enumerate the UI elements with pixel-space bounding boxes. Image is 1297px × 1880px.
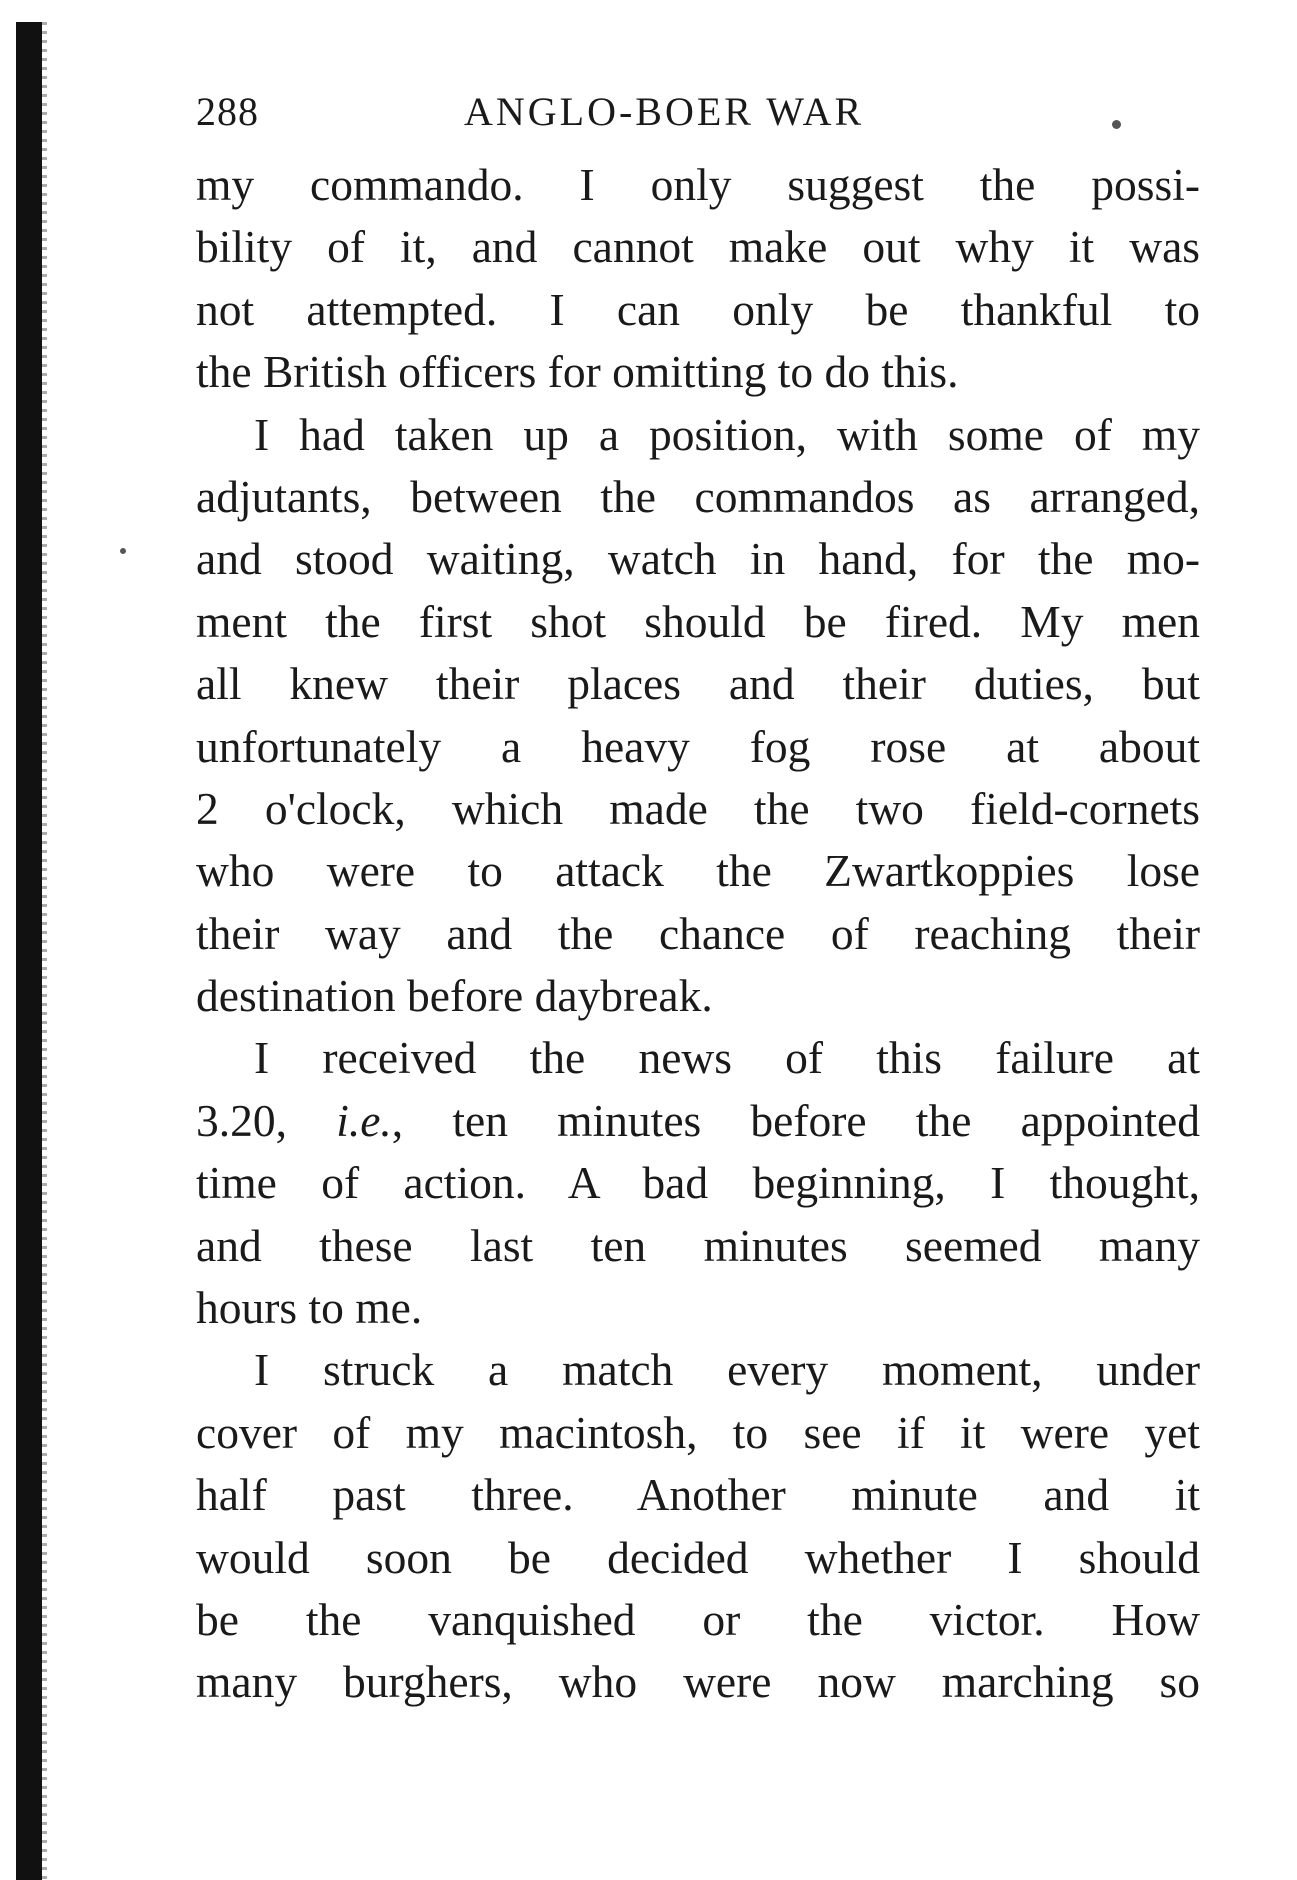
text-line: destination before daybreak. — [196, 970, 713, 1022]
text-line: the British officers for omitting to do this. — [196, 346, 959, 398]
text-line: bility of it, and cannot make out why it was — [196, 221, 1200, 273]
book-page — [196, 88, 1200, 1714]
text-line: unfortunately a heavy fog rose at about — [196, 720, 1200, 772]
text-line: their way and the chance of reaching their — [196, 907, 1200, 959]
binding-edge — [16, 22, 42, 1880]
text-line: would soon be decided whether I should — [196, 1531, 1200, 1583]
text-line: I received the news of this failure at — [254, 1032, 1200, 1084]
ink-speck — [119, 547, 127, 555]
text-line: be the vanquished or the victor. How — [196, 1593, 1200, 1645]
text-line: I had taken up a position, with some of my — [254, 408, 1200, 460]
text-line: and these last ten minutes seemed many — [196, 1219, 1200, 1271]
text-line: time of action. A bad beginning, I thought, — [196, 1157, 1200, 1209]
running-head — [196, 88, 1200, 154]
text-line: ment the first shot should be fired. My men — [196, 595, 1200, 647]
text-line: not attempted. I can only be thankful to — [196, 283, 1200, 335]
text-run: , ten minutes before the appointed — [391, 1094, 1201, 1146]
text-line: all knew their places and their duties, but — [196, 658, 1200, 710]
text-line: 2 o'clock, which made the two field-cornets — [196, 782, 1200, 834]
body-text — [196, 154, 1200, 1714]
text-line: and stood waiting, watch in hand, for the mo- — [196, 533, 1200, 585]
text-line: many burghers, who were now marching so — [196, 1656, 1200, 1708]
text-line: hours to me. — [196, 1282, 423, 1334]
page-number: 288 — [196, 89, 259, 134]
text-line: my commando. I only suggest the possi- — [196, 159, 1200, 210]
text-run: 3.20, — [196, 1094, 337, 1146]
text-line: adjutants, between the commandos as arranged, — [196, 470, 1200, 522]
text-line: half past three. Another minute and it — [196, 1469, 1200, 1521]
running-title: ANGLO-BOER WAR — [464, 89, 865, 134]
italic-abbreviation: i.e. — [336, 1094, 392, 1146]
text-line: I struck a match every moment, under — [254, 1344, 1200, 1396]
text-line — [196, 1090, 1200, 1152]
text-line: who were to attack the Zwartkoppies lose — [196, 845, 1200, 897]
text-line: cover of my macintosh, to see if it were yet — [196, 1406, 1200, 1458]
